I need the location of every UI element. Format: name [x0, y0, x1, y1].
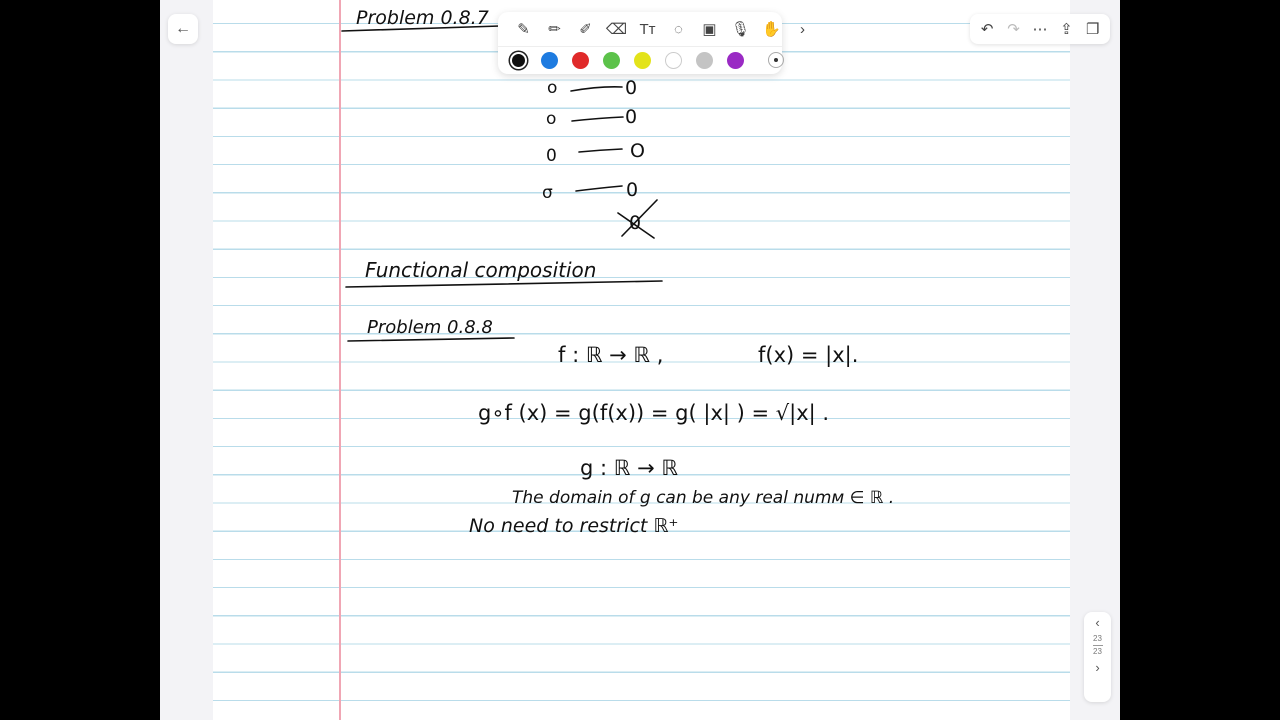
domain-note: The domain of g can be any real numᴍ ∈ ℝ . — [512, 488, 895, 508]
page-navigator — [1084, 612, 1111, 702]
mapping-right-1: 0 — [625, 77, 638, 99]
drawing-toolbar — [498, 12, 805, 74]
current-page-number: 23 — [1093, 634, 1102, 643]
stroke-size-icon[interactable] — [768, 52, 784, 68]
lasso-tool-icon[interactable]: ◌ — [674, 20, 683, 38]
heading-088-underline — [348, 338, 514, 341]
color-swatch-gray[interactable] — [696, 52, 713, 69]
mapping-right-2: 0 — [625, 106, 638, 128]
undo-icon[interactable]: ↶ — [980, 21, 994, 38]
mapping-right-3: O — [630, 140, 645, 162]
mapping-arrow-4 — [576, 186, 622, 191]
mapping-right-4: 0 — [626, 179, 639, 201]
top-right-controls — [970, 14, 1110, 44]
page-number-divider — [1093, 645, 1103, 646]
mapping-left-2: o — [546, 109, 557, 129]
hand-tool-icon[interactable]: ✋ — [762, 21, 781, 38]
color-palette — [498, 46, 782, 73]
arrow-left-icon: ← — [175, 20, 191, 37]
eraser-tool-icon[interactable]: ⌫ — [605, 21, 628, 38]
pencil-tool-icon[interactable]: ✏ — [548, 21, 561, 38]
mapping-arrow-2 — [572, 117, 623, 121]
composition-equation: g∘f (x) = g(f(x)) = g( |x| ) = √|x| . — [478, 401, 830, 425]
crossed-out-value: 0 — [629, 212, 642, 234]
redo-icon[interactable]: ↷ — [1007, 21, 1020, 38]
restrict-note: No need to restrict ℝ⁺ — [469, 515, 679, 537]
color-swatch-purple[interactable] — [727, 52, 744, 69]
pen-tool-icon[interactable]: ✎ — [517, 21, 530, 38]
function-f-formula: f(x) = |x|. — [758, 343, 859, 367]
heading-problem-087: Problem 0.8.7 — [356, 7, 489, 29]
more-options-icon[interactable]: ⋯ — [1032, 21, 1048, 38]
microphone-tool-icon[interactable]: 🎙 — [730, 21, 751, 38]
function-f-definition: f : ℝ → ℝ , — [558, 343, 664, 367]
mapping-left-3: 0 — [546, 146, 557, 166]
highlighter-tool-icon[interactable]: ✐ — [579, 21, 592, 38]
mapping-arrow-1 — [571, 87, 622, 91]
color-swatch-black[interactable] — [510, 52, 527, 69]
image-tool-icon[interactable]: ▣ — [702, 21, 717, 38]
total-page-count: 23 — [1093, 647, 1102, 656]
mapping-diagram — [542, 77, 657, 238]
page-overview-icon[interactable]: ❐ — [1086, 21, 1100, 38]
section-title-functional-composition: Functional composition — [365, 258, 597, 282]
export-icon[interactable]: ⇪ — [1060, 21, 1073, 38]
text-tool-icon[interactable]: Tт — [639, 20, 656, 38]
more-tools-chevron-icon[interactable]: › — [800, 20, 805, 38]
mapping-left-4: σ — [542, 183, 553, 203]
handwriting-layer — [160, 0, 1120, 720]
color-swatch-yellow[interactable] — [634, 52, 651, 69]
previous-page-chevron-icon[interactable]: ‹ — [1095, 615, 1100, 630]
function-g-definition: g : ℝ → ℝ — [580, 456, 678, 480]
mapping-left-1: o — [547, 78, 558, 98]
color-swatch-red[interactable] — [572, 52, 589, 69]
mapping-arrow-3 — [579, 149, 622, 152]
tool-row — [498, 16, 818, 42]
next-page-chevron-icon[interactable]: › — [1095, 660, 1100, 675]
heading-problem-088: Problem 0.8.8 — [367, 317, 493, 338]
color-swatch-white[interactable] — [665, 52, 682, 69]
back-button[interactable] — [168, 14, 198, 44]
color-swatch-green[interactable] — [603, 52, 620, 69]
color-swatch-blue[interactable] — [541, 52, 558, 69]
note-app — [160, 0, 1120, 720]
